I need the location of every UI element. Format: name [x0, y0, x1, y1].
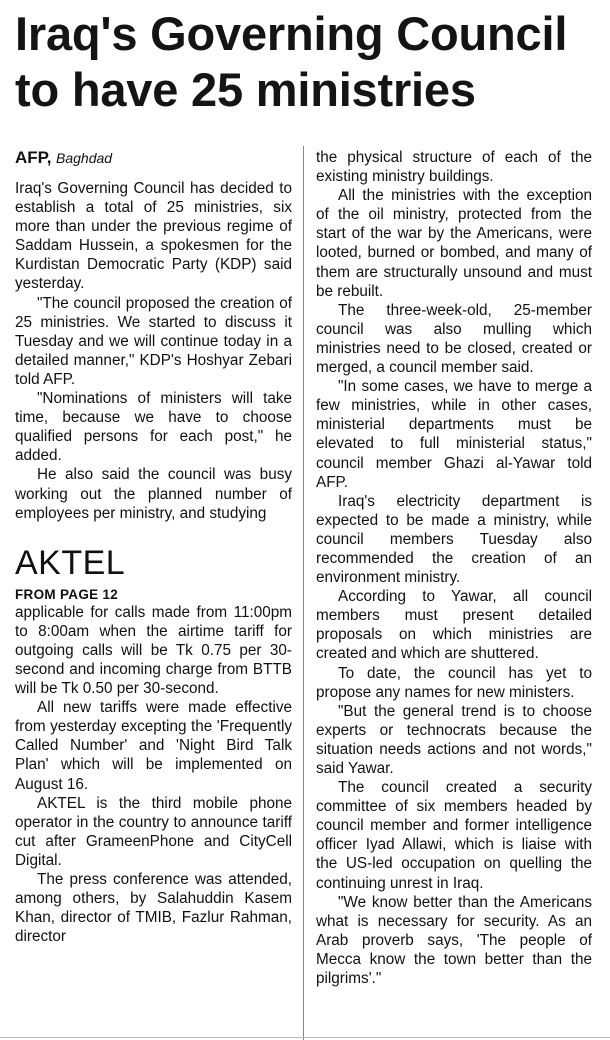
- article-paragraph: "Nominations of ministers will take time, because we have to choose qualified persons for each post," he added.: [15, 390, 292, 465]
- right-column: [316, 148, 592, 988]
- article-paragraph: Iraq's electricity department is expected to be made a ministry, while council members Tuesday also recommended the creation of an environment ministry.: [316, 492, 592, 587]
- headline: Iraq's Governing Council to have 25 ministries: [15, 7, 568, 116]
- article-paragraph: According to Yawar, all council members must present detailed proposals on which ministries are created and which are shuttered.: [316, 588, 592, 663]
- article-paragraph: the physical structure of each of the existing ministry buildings.: [316, 149, 592, 186]
- article-paragraph: Iraq's Governing Council has decided to establish a total of 25 ministries, six more than under the previous regime of Saddam Hussein, a spokesmen for the Kurdistan Democratic Party (KDP) said yesterday.: [15, 180, 292, 293]
- article-paragraph: "In some cases, we have to merge a few ministries, while in other cases, ministerial departments must be elevated to full ministerial status," council member Ghazi al-Yawar told AFP.: [316, 378, 592, 491]
- aktel-heading: AKTEL: [15, 543, 126, 582]
- article-paragraph: He also said the council was busy working out the planned number of employees per ministry, and studying: [15, 466, 292, 522]
- article-paragraph: The three-week-old, 25-member council was also mulling which ministries need to be closed, created or merged, a council member said.: [316, 301, 592, 377]
- left-column: [15, 148, 292, 946]
- byline: [15, 148, 292, 169]
- byline-place: Baghdad: [56, 150, 113, 166]
- aktel-paragraph: The press conference was attended, among others, by Salahuddin Kasem Khan, director of TMIB, Fazlur Rahman, director: [15, 871, 292, 946]
- article-paragraph: "The council proposed the creation of 25 ministries. We started to discuss it Tuesday and we will continue today in a detailed manner," KDP's Hoshyar Zebari told AFP.: [15, 294, 292, 388]
- article-paragraph: "We know better than the Americans what is necessary for security. As an Arab proverb says, 'The people of Mecca know the town better than the pilgrims'.": [316, 893, 592, 988]
- article-paragraph: All the ministries with the exception of the oil ministry, protected from the start of the war by the Americans, were looted, burned or bombed, and many of them are structurally unsound and must be rebuilt.: [316, 187, 592, 300]
- bottom-edge: [0, 1037, 610, 1038]
- article-paragraph: The council created a security committee of six members headed by council member and former intelligence officer Iyad Allawi, which is liaise with the US-led occupation on quelling the continuing unrest in Iraq.: [316, 779, 592, 892]
- aktel-paragraph: applicable for calls made from 11:00pm to 8:00am when the airtime tariff for outgoing calls will be Tk 0.75 per 30-second and incoming charge from BTTB will be Tk 0.50 per 30-second.: [15, 603, 292, 698]
- article-paragraph: To date, the council has yet to propose any names for new ministers.: [316, 664, 592, 701]
- byline-agency: AFP,: [15, 148, 52, 167]
- jump-line: FROM PAGE 12: [15, 586, 119, 602]
- aktel-paragraph: All new tariffs were made effective from yesterday excepting the 'Frequently Called Number' and 'Night Bird Talk Plan' which will be implemented on August 16.: [15, 699, 292, 793]
- aktel-paragraph: AKTEL is the third mobile phone operator in the country to announce tariff cut after GrameenPhone and CityCell Digital.: [15, 794, 292, 869]
- column-divider: [303, 146, 304, 1040]
- article-paragraph: "But the general trend is to choose experts or technocrats because the situation needs actions and not words," said Yawar.: [316, 702, 592, 777]
